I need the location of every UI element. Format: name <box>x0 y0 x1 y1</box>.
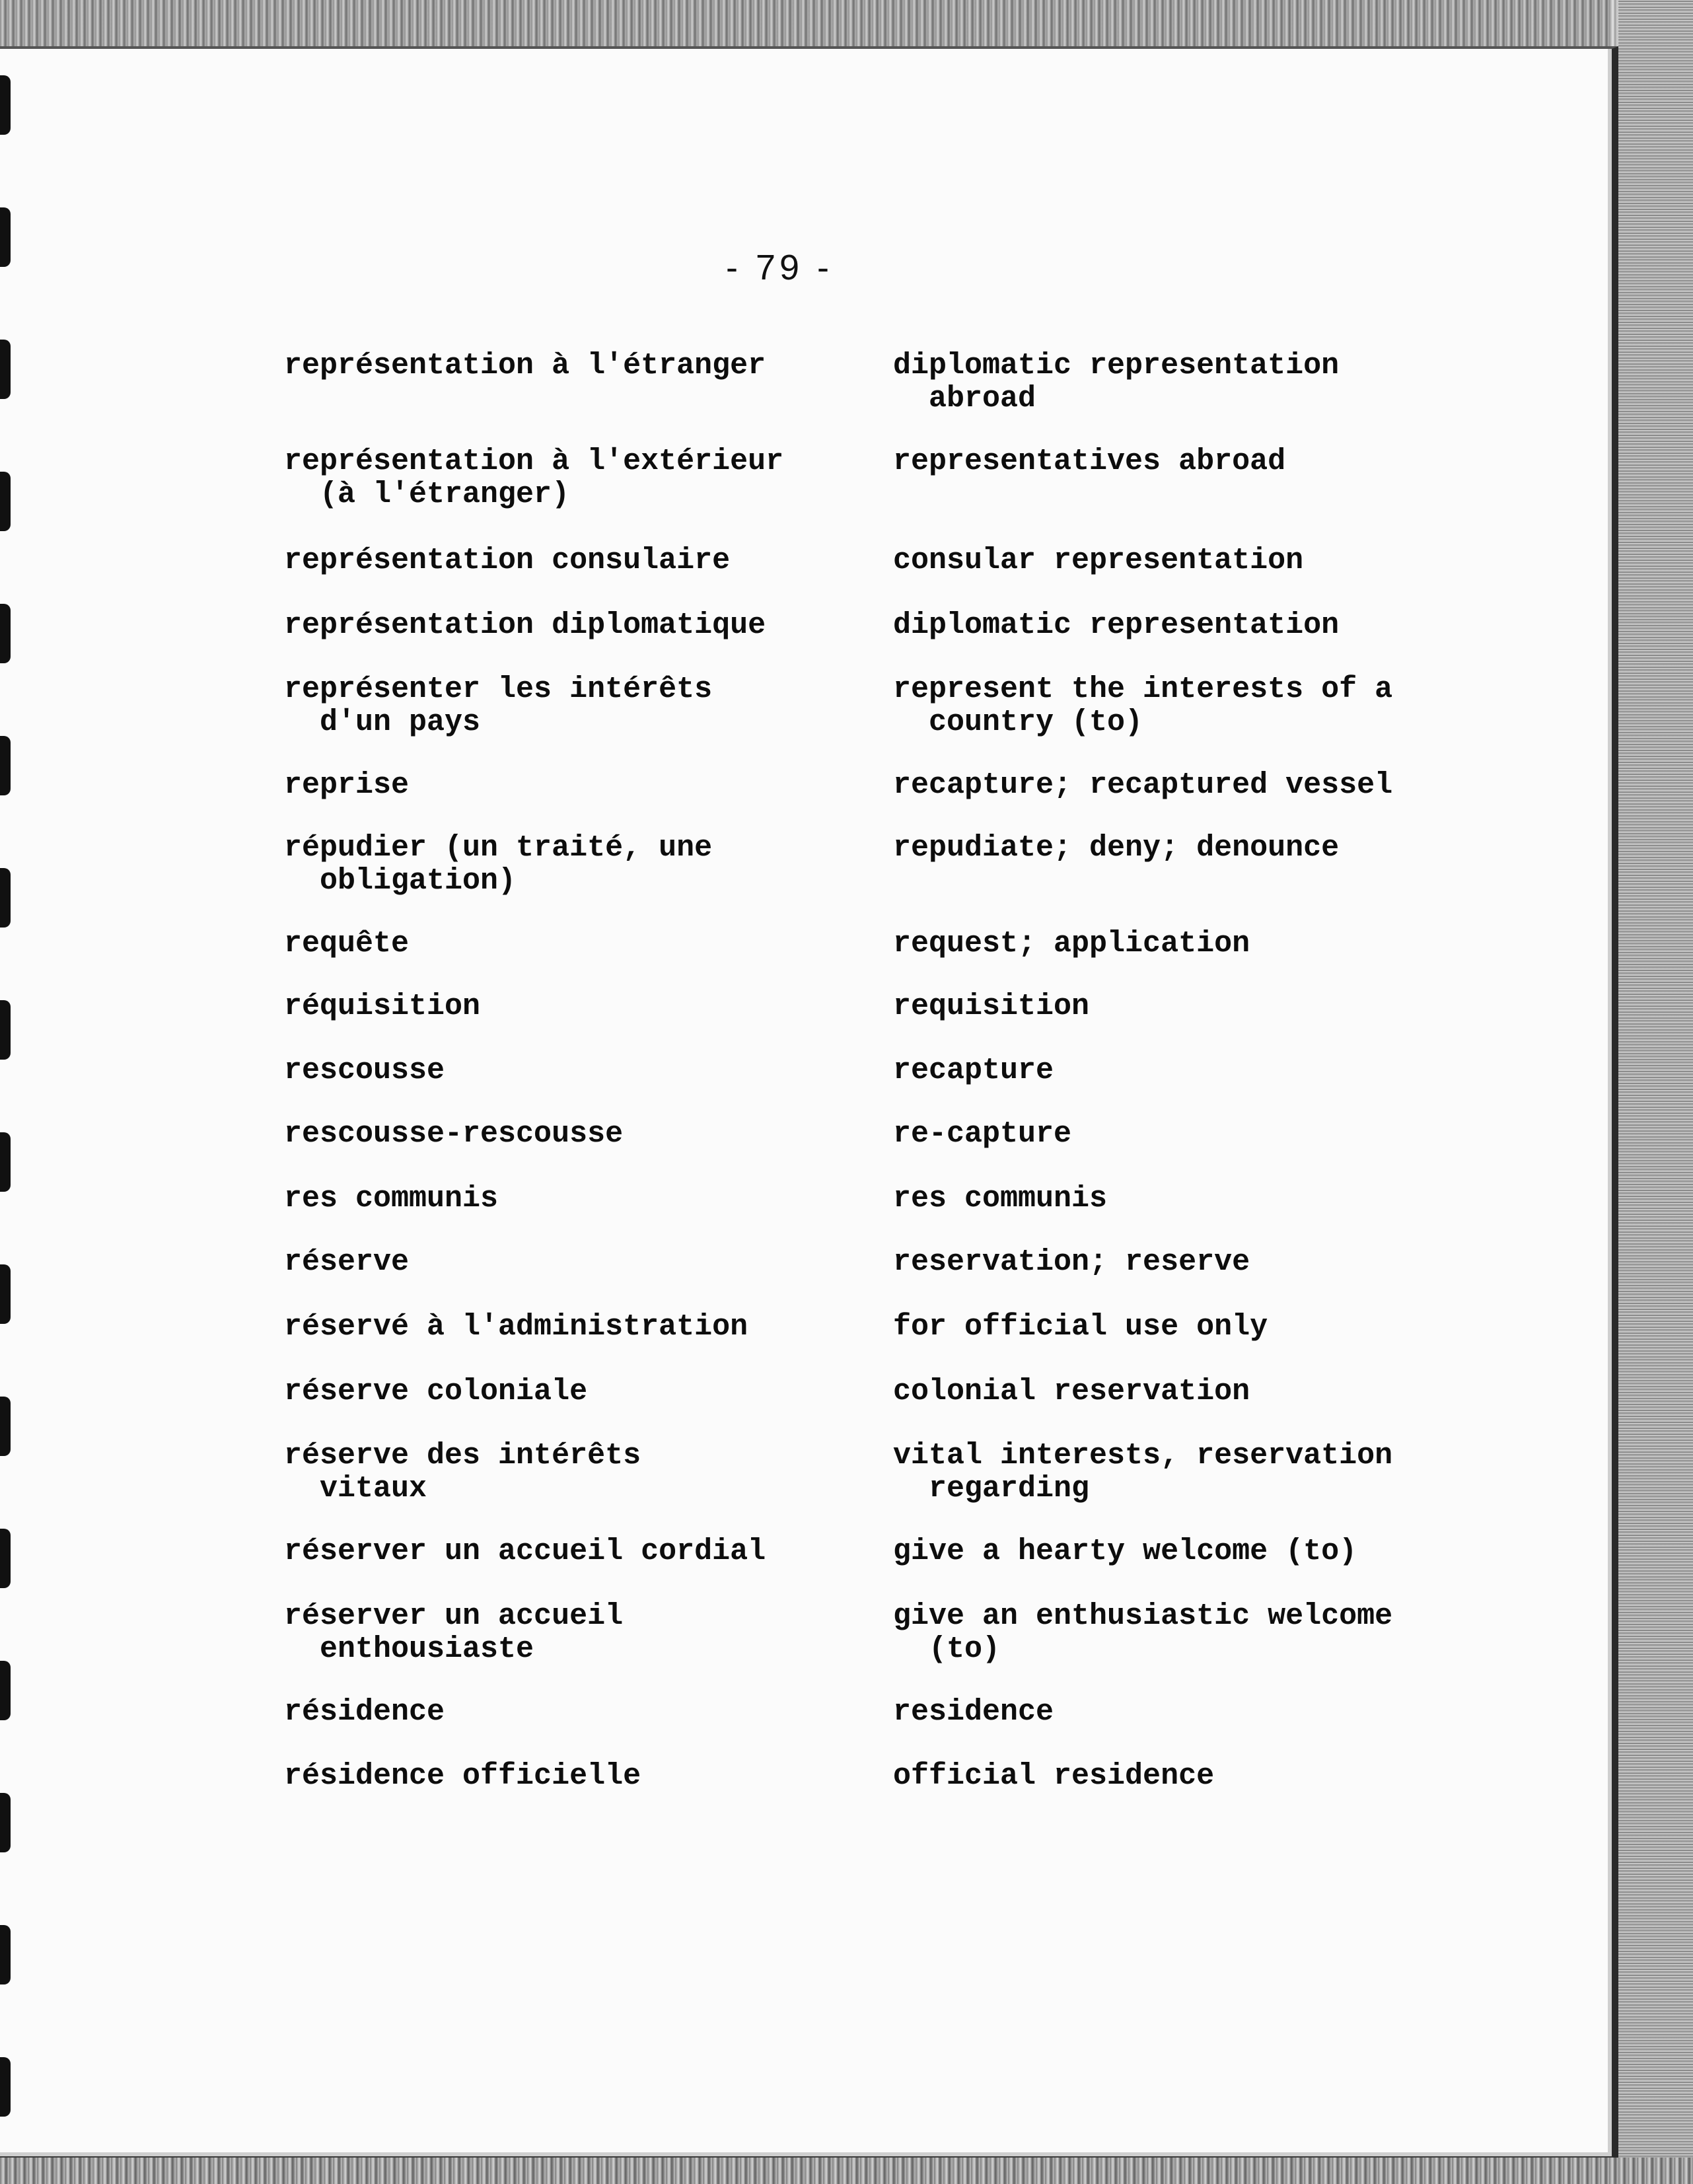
english-gloss: recapture <box>893 1054 1054 1087</box>
english-gloss: residence <box>893 1695 1054 1729</box>
french-term: représentation à l'extérieur (à l'étranger) <box>284 445 784 511</box>
french-term: réquisition <box>284 990 481 1023</box>
english-gloss: re-capture <box>893 1117 1072 1151</box>
scanner-edge-bottom <box>0 2158 1693 2184</box>
english-gloss: for official use only <box>893 1310 1268 1344</box>
french-term: répudier (un traité, une obligation) <box>284 831 713 898</box>
page-number: - 79 - <box>725 248 834 287</box>
english-gloss: requisition <box>893 990 1090 1023</box>
english-gloss: official residence <box>893 1759 1215 1793</box>
french-term: représentation diplomatique <box>284 608 766 642</box>
scanner-edge-top <box>0 0 1612 46</box>
english-gloss: res communis <box>893 1182 1108 1216</box>
french-term: réserve coloniale <box>284 1375 588 1408</box>
english-gloss: request; application <box>893 927 1250 961</box>
french-term: représentation consulaire <box>284 544 731 577</box>
french-term: représentation à l'étranger <box>284 349 766 382</box>
french-term: résidence <box>284 1695 445 1729</box>
french-term: résidence officielle <box>284 1759 641 1793</box>
english-gloss: vital interests, reservation regarding <box>893 1439 1393 1506</box>
scanner-edge-right <box>1618 0 1693 2184</box>
french-term: réserve des intérêts vitaux <box>284 1439 641 1506</box>
english-gloss: give an enthusiastic welcome (to) <box>893 1599 1393 1666</box>
english-gloss: consular representation <box>893 544 1304 577</box>
french-term: reprise <box>284 768 410 802</box>
french-term: rescousse <box>284 1054 445 1087</box>
french-term: rescousse-rescousse <box>284 1117 624 1151</box>
english-gloss: colonial reservation <box>893 1375 1250 1408</box>
french-term: réserver un accueil cordial <box>284 1535 766 1568</box>
english-gloss: represent the interests of a country (to) <box>893 673 1393 739</box>
french-term: réservé à l'administration <box>284 1310 748 1344</box>
french-term: requête <box>284 927 410 961</box>
french-term: réserve <box>284 1245 410 1279</box>
english-gloss: diplomatic representation abroad <box>893 349 1340 416</box>
english-gloss: reservation; reserve <box>893 1245 1250 1279</box>
french-term: res communis <box>284 1182 499 1216</box>
english-gloss: recapture; recaptured vessel <box>893 768 1393 802</box>
french-term: réserver un accueil enthousiaste <box>284 1599 624 1666</box>
english-gloss: diplomatic representation <box>893 608 1340 642</box>
french-term: représenter les intérêts d'un pays <box>284 673 713 739</box>
document-page <box>0 46 1618 2162</box>
english-gloss: repudiate; deny; denounce <box>893 831 1340 865</box>
glossary-entries <box>0 49 1612 2156</box>
english-gloss: representatives abroad <box>893 445 1286 478</box>
english-gloss: give a hearty welcome (to) <box>893 1535 1357 1568</box>
